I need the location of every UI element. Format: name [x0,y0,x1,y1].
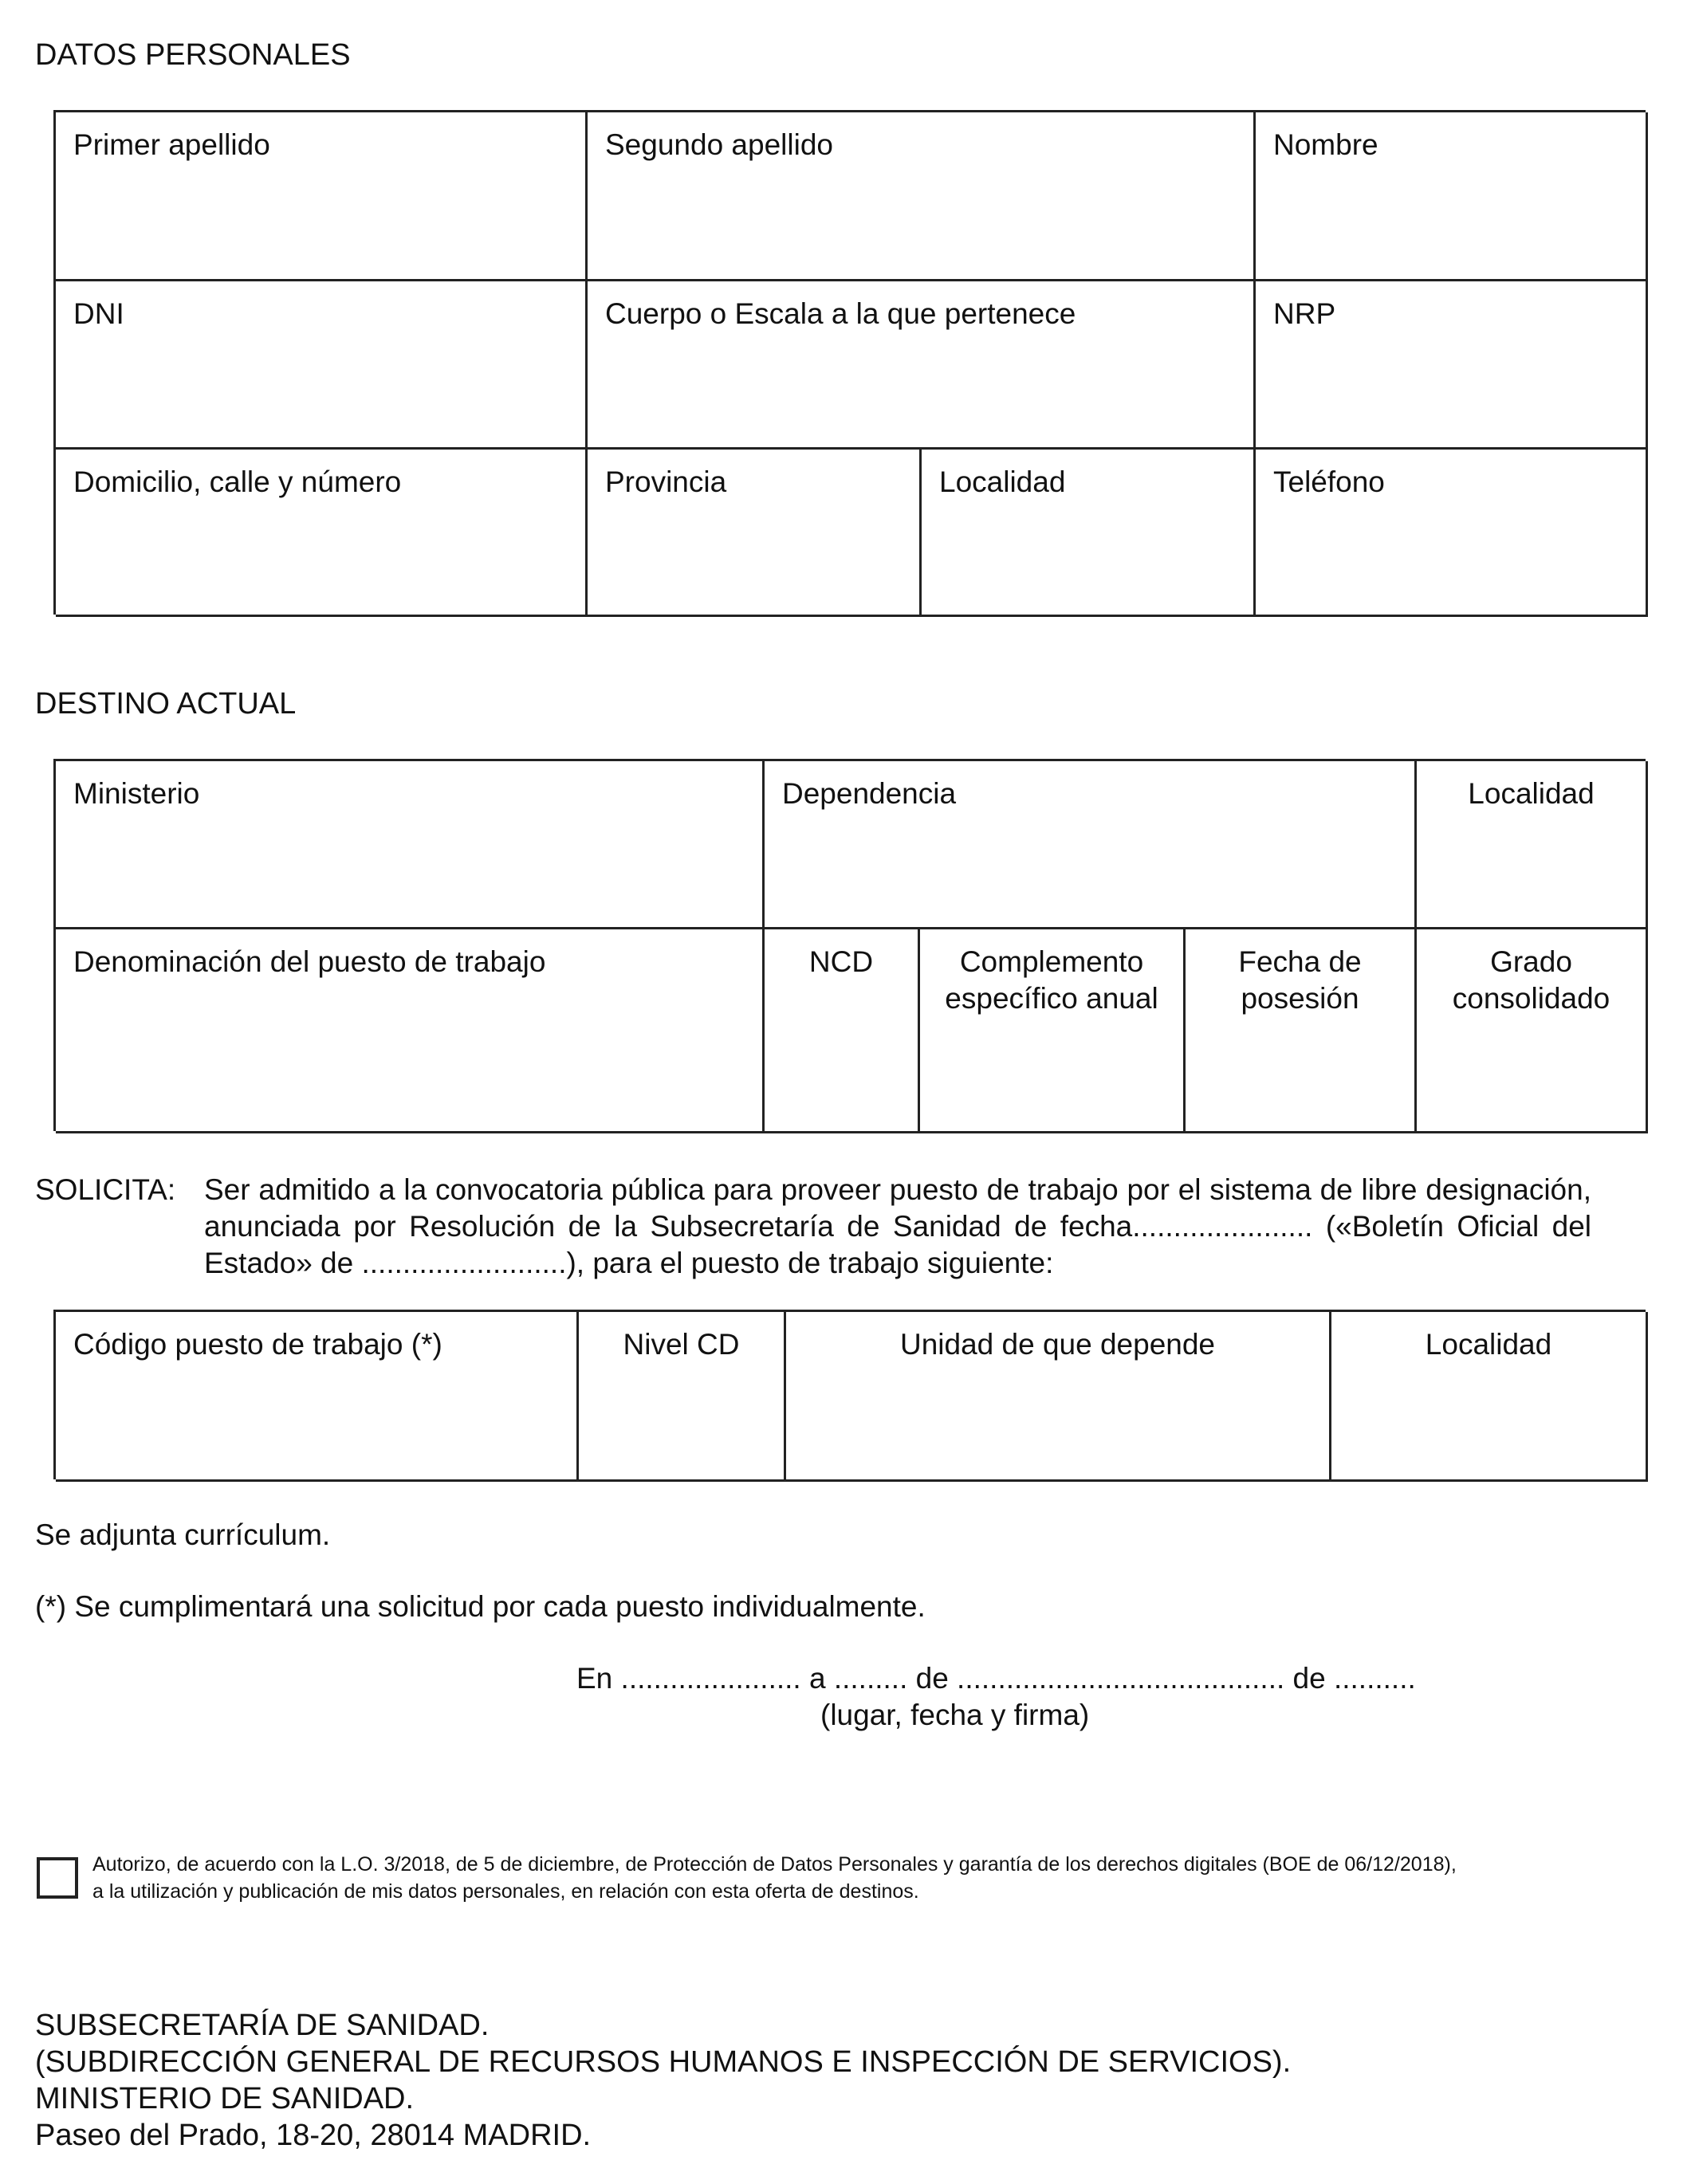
solicita-label: SOLICITA: [35,1173,176,1206]
domicilio-field[interactable] [56,450,588,617]
localidad-label: Localidad [939,465,1066,498]
segundo-apellido-field[interactable] [588,112,1256,281]
fecha-posesion-label-line2: posesión [1241,982,1359,1015]
provincia-field[interactable] [588,450,922,617]
provincia-label: Provincia [605,465,727,498]
ministerio-field[interactable] [56,761,765,929]
denominacion-label: Denominación del puesto de trabajo [73,945,546,978]
nombre-label: Nombre [1273,128,1378,161]
destino-actual-table [53,759,1646,1131]
destino-actual-title: DESTINO ACTUAL [35,687,297,721]
nrp-field[interactable] [1256,281,1648,450]
lugar-fecha-firma-caption: (lugar, fecha y firma) [820,1699,1090,1731]
unidad-label: Unidad de que depende [899,1328,1216,1361]
dependencia-label: Dependencia [782,777,957,810]
primer-apellido-field[interactable] [56,112,588,281]
asterisk-note: (*) Se cumplimentará una solicitud por cada puesto individualmente. [35,1590,926,1623]
nombre-field[interactable] [1256,112,1648,281]
domicilio-label: Domicilio, calle y número [73,465,402,498]
codigo-puesto-label: Código puesto de trabajo (*) [73,1328,442,1361]
lugar-fecha-line: En ...................... a ......... de ........................................ de .......... [576,1662,1416,1695]
consent-line2: a la utilización y publicación de mis datos personales, en relación con esta oferta de destinos. [92,1880,919,1903]
denominacion-field[interactable] [56,929,765,1133]
footer-address [35,2007,1291,2154]
dependencia-field[interactable] [765,761,1417,929]
nivel-cd-field[interactable] [579,1312,786,1482]
grado-label-line2: consolidado [1452,982,1610,1015]
footer-line1: SUBSECRETARÍA DE SANIDAD. [35,2009,490,2042]
complemento-label-line2: específico anual [945,982,1158,1015]
puesto-localidad-label: Localidad [1425,1328,1552,1361]
footer-line4: Paseo del Prado, 18-20, 28014 MADRID. [35,2119,592,2152]
footer-line2: (SUBDIRECCIÓN GENERAL DE RECURSOS HUMANOS E INSPECCIÓN DE SERVICIOS). [35,2045,1292,2079]
destino-localidad-field[interactable] [1417,761,1648,929]
consent-line1: Autorizo, de acuerdo con la L.O. 3/2018, de 5 de diciembre, de Protección de Datos Personales y garantía de los derechos digitales (BOE de 06/12/2018), [92,1853,1457,1876]
grado-label-line1: Grado [1490,945,1572,978]
ncd-label: NCD [808,945,874,978]
telefono-label: Teléfono [1273,465,1385,498]
dni-label: DNI [73,297,124,330]
segundo-apellido-label: Segundo apellido [605,128,833,161]
nivel-cd-label: Nivel CD [623,1328,740,1361]
puesto-solicitado-table [53,1310,1646,1479]
solicita-text: Ser admitido a la convocatoria pública para proveer puesto de trabajo por el sistema de libre designación, anunciada por Resolución de la Subsecretaría de Sanidad de fecha...................... («Boletín Oficial del Estado» de .........................), para el puesto de trabajo siguiente: [204,1173,1591,1279]
grado-consolidado-field[interactable] [1417,929,1648,1133]
codigo-puesto-field[interactable] [56,1312,579,1482]
primer-apellido-label: Primer apellido [73,128,270,161]
complemento-field[interactable] [920,929,1186,1133]
curriculum-note: Se adjunta currículum. [35,1518,331,1551]
datos-personales-title: DATOS PERSONALES [35,38,351,72]
nrp-label: NRP [1273,297,1336,330]
destino-localidad-label: Localidad [1468,777,1595,810]
cuerpo-escala-label: Cuerpo o Escala a la que pertenece [605,297,1076,330]
fecha-posesion-label-line1: Fecha de [1238,945,1362,978]
datos-personales-table [53,110,1646,615]
puesto-localidad-field[interactable] [1331,1312,1648,1482]
dni-field[interactable] [56,281,588,450]
complemento-label-line1: Complemento [959,945,1144,978]
footer-line3: MINISTERIO DE SANIDAD. [35,2082,415,2115]
ministerio-label: Ministerio [73,777,200,810]
fecha-posesion-field[interactable] [1186,929,1417,1133]
localidad-field[interactable] [922,450,1256,617]
consent-checkbox[interactable] [37,1857,78,1899]
ncd-field[interactable] [765,929,920,1133]
telefono-field[interactable] [1256,450,1648,617]
consent-text [92,1851,1607,1905]
cuerpo-escala-field[interactable] [588,281,1256,450]
unidad-field[interactable] [786,1312,1331,1482]
